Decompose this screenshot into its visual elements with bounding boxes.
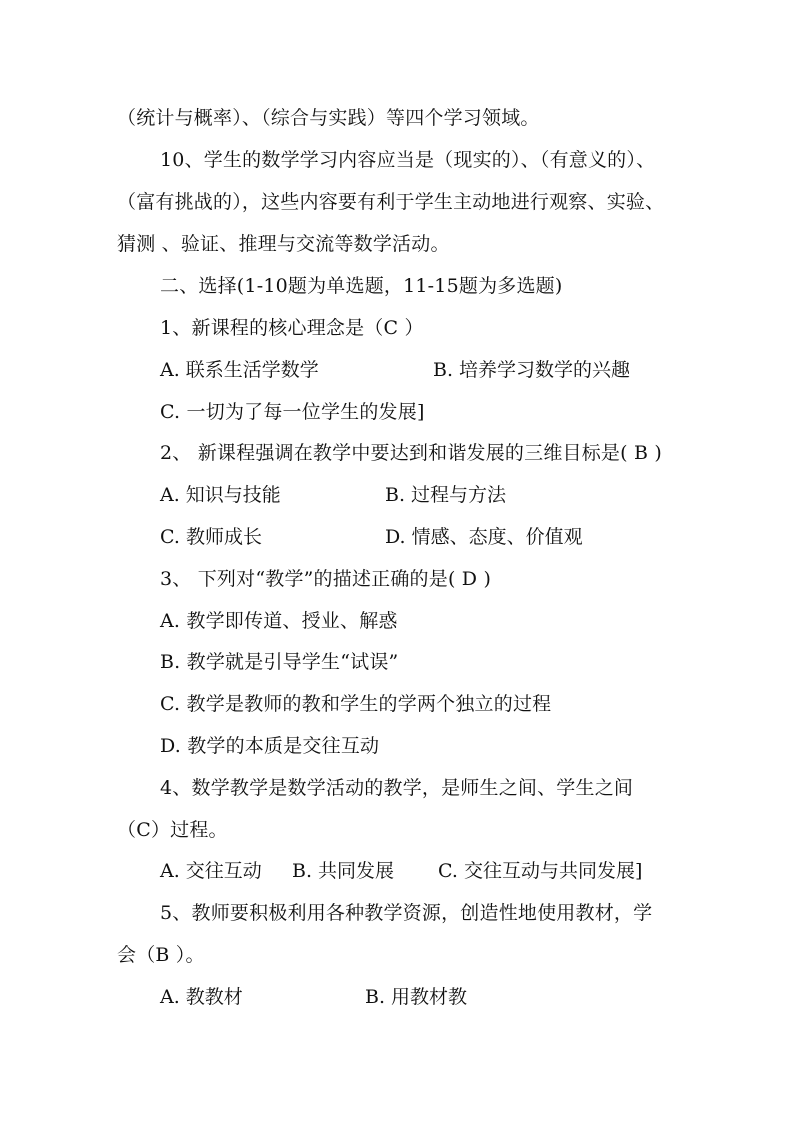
question-1-option-a: A. 联系生活学数学 <box>160 359 319 381</box>
question-5-cont: 会（B ）。 <box>117 944 205 966</box>
question-1-option-c: C. 一切为了每一位学生的发展] <box>160 401 425 423</box>
question-1-option-b: B. 培养学习数学的兴趣 <box>433 359 631 381</box>
question-1: 1、新课程的核心理念是（C ） <box>160 317 424 339</box>
section-heading-choice: 二、选择(1-10题为单选题，11-15题为多选题) <box>160 275 563 297</box>
question-3-option-b: B. 教学就是引导学生“试误” <box>160 651 399 673</box>
question-2-option-b: B. 过程与方法 <box>385 484 507 506</box>
question-2-option-d: D. 情感、态度、价值观 <box>385 526 583 548</box>
text-line-item-10: 10、学生的数学学习内容应当是（现实的）、（有意义的）、 <box>160 149 656 171</box>
question-3-option-a: A. 教学即传道、授业、解惑 <box>160 610 398 632</box>
question-3-option-d: D. 教学的本质是交往互动 <box>160 735 380 757</box>
question-2-option-a: A. 知识与技能 <box>160 484 281 506</box>
question-5-option-a: A. 教教材 <box>160 986 243 1008</box>
question-5: 5、教师要积极利用各种教学资源，创造性地使用教材，学 <box>160 902 653 924</box>
question-4: 4、数学教学是数学活动的教学，是师生之间、学生之间 <box>160 777 634 799</box>
question-4-option-c: C. 交往互动与共同发展] <box>438 860 643 882</box>
question-3-option-c: C. 教学是教师的教和学生的学两个独立的过程 <box>160 693 552 715</box>
question-5-option-b: B. 用教材教 <box>365 986 468 1008</box>
text-line-item-10-cont: （富有挑战的），这些内容要有利于学生主动地进行观察、实验、 <box>117 191 665 213</box>
question-4-cont: （C）过程。 <box>117 819 228 841</box>
question-4-option-a: A. 交往互动 <box>160 860 262 882</box>
question-3: 3、 下列对“教学”的描述正确的是( D ) <box>160 568 492 590</box>
text-line-item-10-end: 猜测 、验证、推理与交流等数学活动。 <box>117 233 450 255</box>
question-2: 2、 新课程强调在教学中要达到和谐发展的三维目标是( B ) <box>160 442 662 464</box>
question-4-option-b: B. 共同发展 <box>292 860 395 882</box>
text-line-domains: （统计与概率）、（综合与实践）等四个学习领域。 <box>117 107 540 129</box>
question-2-option-c: C. 教师成长 <box>160 526 262 548</box>
